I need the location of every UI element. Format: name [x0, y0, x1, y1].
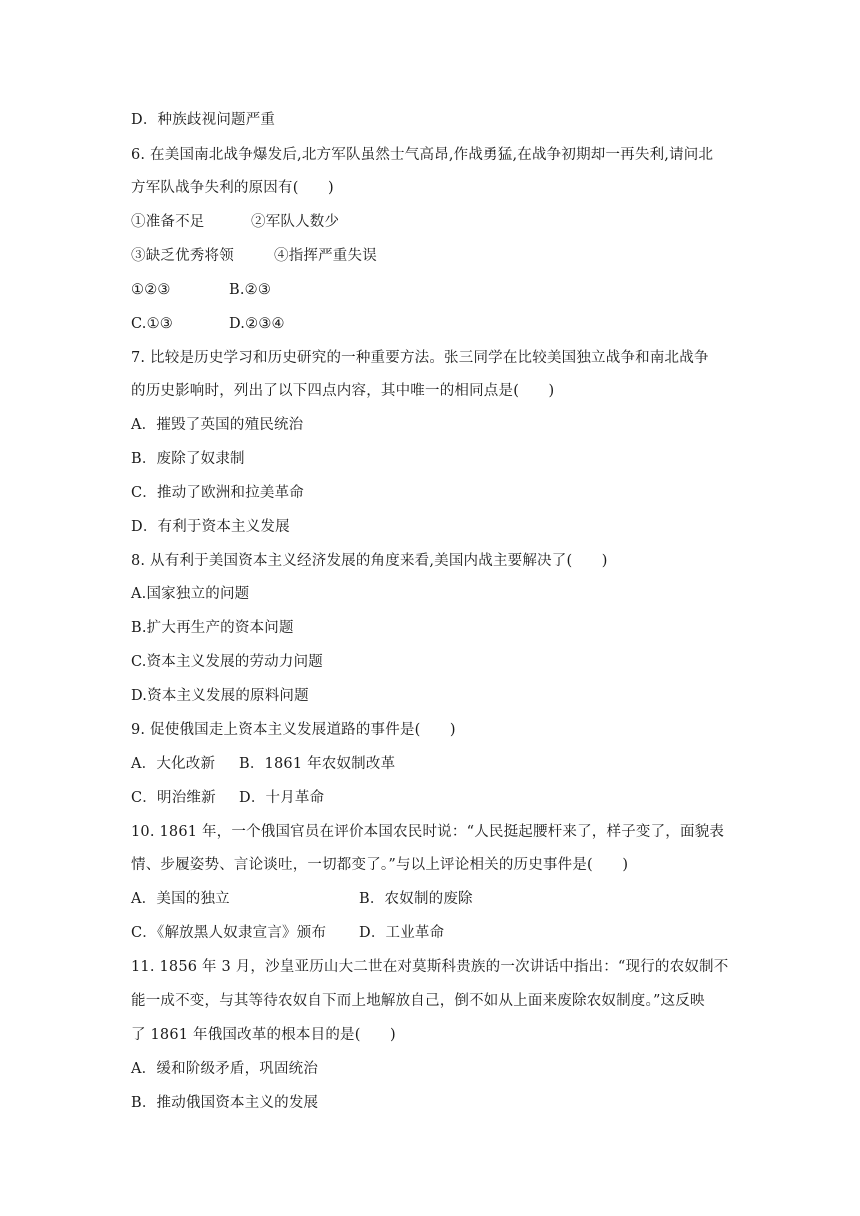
q7-option-c: C．推动了欧洲和拉美革命 — [131, 485, 304, 501]
q6-stem-line-2: 方军队战争失利的原因有( ) — [131, 180, 334, 196]
q6-stem-line-1: 6. 在美国南北战争爆发后,北方军队虽然士气高昂,作战勇猛,在战争初期却一再失利,请问北 — [131, 147, 714, 163]
q11-option-b: B．推动俄国资本主义的发展 — [131, 1095, 319, 1111]
statement-1: ①准备不足 — [131, 214, 205, 230]
q7-option-a: A．摧毁了英国的殖民统治 — [131, 417, 304, 433]
q8-stem: 8. 从有利于美国资本主义经济发展的角度来看,美国内战主要解决了( ) — [131, 553, 608, 569]
q9-options-row-2 — [131, 788, 324, 808]
q6-options-row-2 — [131, 314, 285, 334]
q10-option-c: C．《解放黑人奴隶宣言》颁布 — [131, 925, 327, 941]
q6-option-b: B.②③ — [229, 282, 272, 298]
q6-statements-row-2 — [131, 246, 377, 266]
q9-options-row-1 — [131, 754, 395, 774]
statement-2: ②军队人数少 — [251, 214, 340, 230]
q7-stem-line-2: 的历史影响时，列出了以下四点内容，其中唯一的相同点是( ) — [131, 383, 555, 399]
q10-options-row-1 — [131, 889, 473, 909]
q5-option-d: D．种族歧视问题严重 — [131, 112, 276, 128]
q9-option-b: B．1861 年农奴制改革 — [239, 756, 396, 772]
q6-option-d: D.②③④ — [229, 316, 285, 332]
q7-option-d: D．有利于资本主义发展 — [131, 519, 290, 535]
q8-option-c: C.资本主义发展的劳动力问题 — [131, 654, 323, 670]
q10-options-row-2 — [131, 923, 444, 943]
statement-4: ④指挥严重失误 — [274, 248, 377, 264]
q6-statements-row-1 — [131, 212, 339, 232]
q7-stem-line-1: 7. 比较是历史学习和历史研究的一种重要方法。张三同学在比较美国独立战争和南北战争 — [131, 350, 709, 366]
q10-stem-line-2: 情、步履姿势、言论谈吐，一切都变了。”与以上评论相关的历史事件是( ) — [131, 857, 629, 873]
statement-3: ③缺乏优秀将领 — [131, 248, 234, 264]
q6-options-row-1 — [131, 280, 271, 300]
q11-option-a: A．缓和阶级矛盾，巩固统治 — [131, 1061, 319, 1077]
q7-option-b: B．废除了奴隶制 — [131, 451, 245, 467]
q11-stem-line-1: 11. 1856 年 3 月，沙皇亚历山大二世在对莫斯科贵族的一次讲话中指出：“现行的农奴制不 — [131, 959, 729, 975]
q8-option-a: A.国家独立的问题 — [131, 586, 250, 602]
q6-option-c: C.①③ — [131, 316, 173, 332]
q9-option-c: C．明治维新 — [131, 790, 216, 806]
q10-stem-line-1: 10. 1861 年，一个俄国官员在评价本国农民时说：“人民挺起腰杆来了，样子变了，面貌表 — [131, 824, 725, 840]
q9-option-d: D．十月革命 — [239, 790, 325, 806]
q8-option-b: B.扩大再生产的资本问题 — [131, 620, 294, 636]
q9-stem: 9. 促使俄国走上资本主义发展道路的事件是( ) — [131, 722, 456, 738]
q8-option-d: D.资本主义发展的原料问题 — [131, 688, 309, 704]
q10-option-b: B．农奴制的废除 — [359, 891, 473, 907]
q6-option-a: ①②③ — [131, 282, 171, 298]
q9-option-a: A．大化改新 — [131, 756, 216, 772]
q10-option-d: D．工业革命 — [359, 925, 445, 941]
q11-stem-line-3: 了 1861 年俄国改革的根本目的是( ) — [131, 1027, 396, 1043]
q10-option-a: A．美国的独立 — [131, 891, 230, 907]
q11-stem-line-2: 能一成不变，与其等待农奴自下而上地解放自己，倒不如从上面来废除农奴制度。”这反映 — [131, 993, 705, 1009]
